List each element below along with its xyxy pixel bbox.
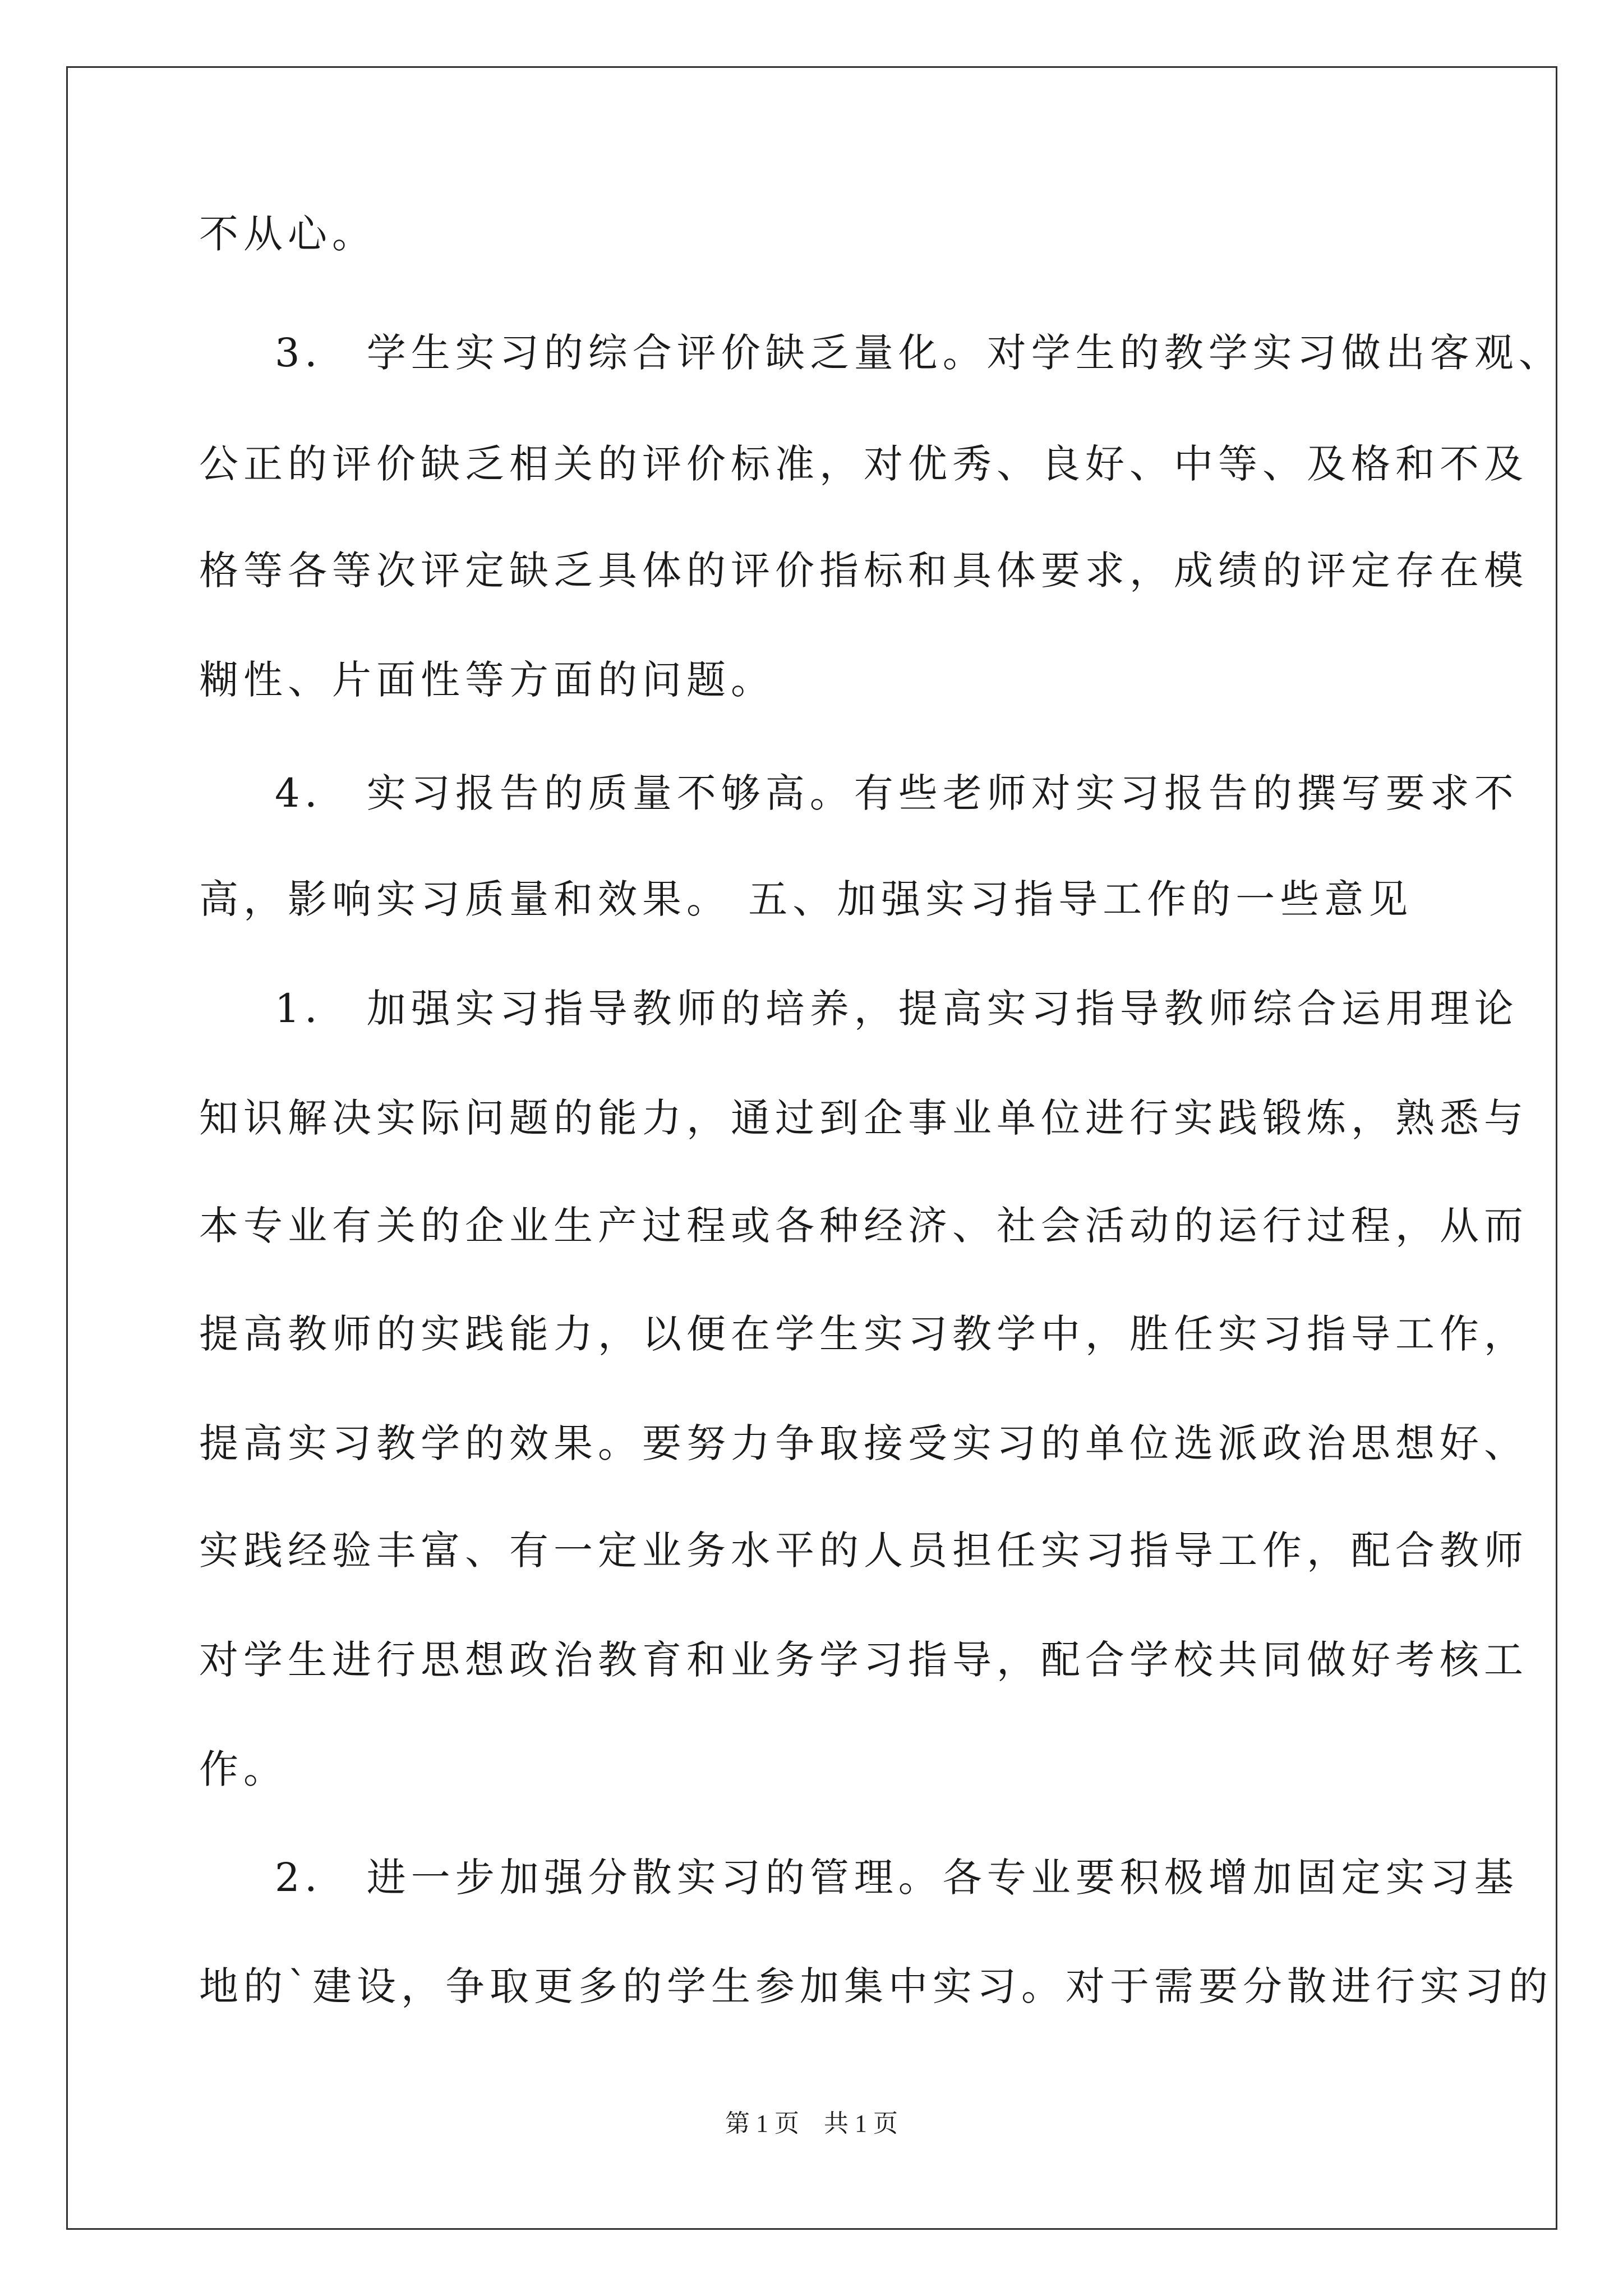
text-line: 地的`建设，争取更多的学生参加集中实习。对于需要分散进行实习的 bbox=[199, 1963, 1553, 2009]
page-border bbox=[66, 66, 1557, 2230]
text-line: 1． 加强实习指导教师的培养，提高实习指导教师综合运用理论 bbox=[275, 986, 1519, 1032]
text-line: 实践经验丰富、有一定业务水平的人员担任实习指导工作，配合教师 bbox=[199, 1527, 1528, 1573]
text-line: 提高实习教学的效果。要努力争取接受实习的单位选派政治思想好、 bbox=[199, 1420, 1528, 1466]
text-line: 作。 bbox=[199, 1746, 288, 1792]
text-line: 公正的评价缺乏相关的评价标准，对优秀、良好、中等、及格和不及 bbox=[199, 441, 1528, 487]
text-line: 格等各等次评定缺乏具体的评价指标和具体要求，成绩的评定存在模 bbox=[199, 547, 1528, 593]
text-line: 本专业有关的企业生产过程或各种经济、社会活动的运行过程，从而 bbox=[199, 1203, 1528, 1249]
text-line: 高，影响实习质量和效果。 五、加强实习指导工作的一些意见 bbox=[199, 876, 1413, 922]
text-line: 不从心。 bbox=[199, 211, 376, 257]
text-line: 4． 实习报告的质量不够高。有些老师对实习报告的撰写要求不 bbox=[275, 770, 1519, 816]
text-line: 对学生进行思想政治教育和业务学习指导，配合学校共同做好考核工 bbox=[199, 1637, 1528, 1683]
text-line: 2． 进一步加强分散实习的管理。各专业要积极增加固定实习基 bbox=[275, 1855, 1519, 1901]
text-line: 提高教师的实践能力，以便在学生实习教学中，胜任实习指导工作， bbox=[199, 1311, 1528, 1357]
text-line: 3． 学生实习的综合评价缺乏量化。对学生的教学实习做出客观、 bbox=[275, 330, 1563, 376]
text-line: 知识解决实际问题的能力，通过到企事业单位进行实践锻炼，熟悉与 bbox=[199, 1095, 1528, 1141]
text-line: 糊性、片面性等方面的问题。 bbox=[199, 657, 775, 703]
page-number: 第 1 页 共 1 页 bbox=[725, 2110, 898, 2137]
